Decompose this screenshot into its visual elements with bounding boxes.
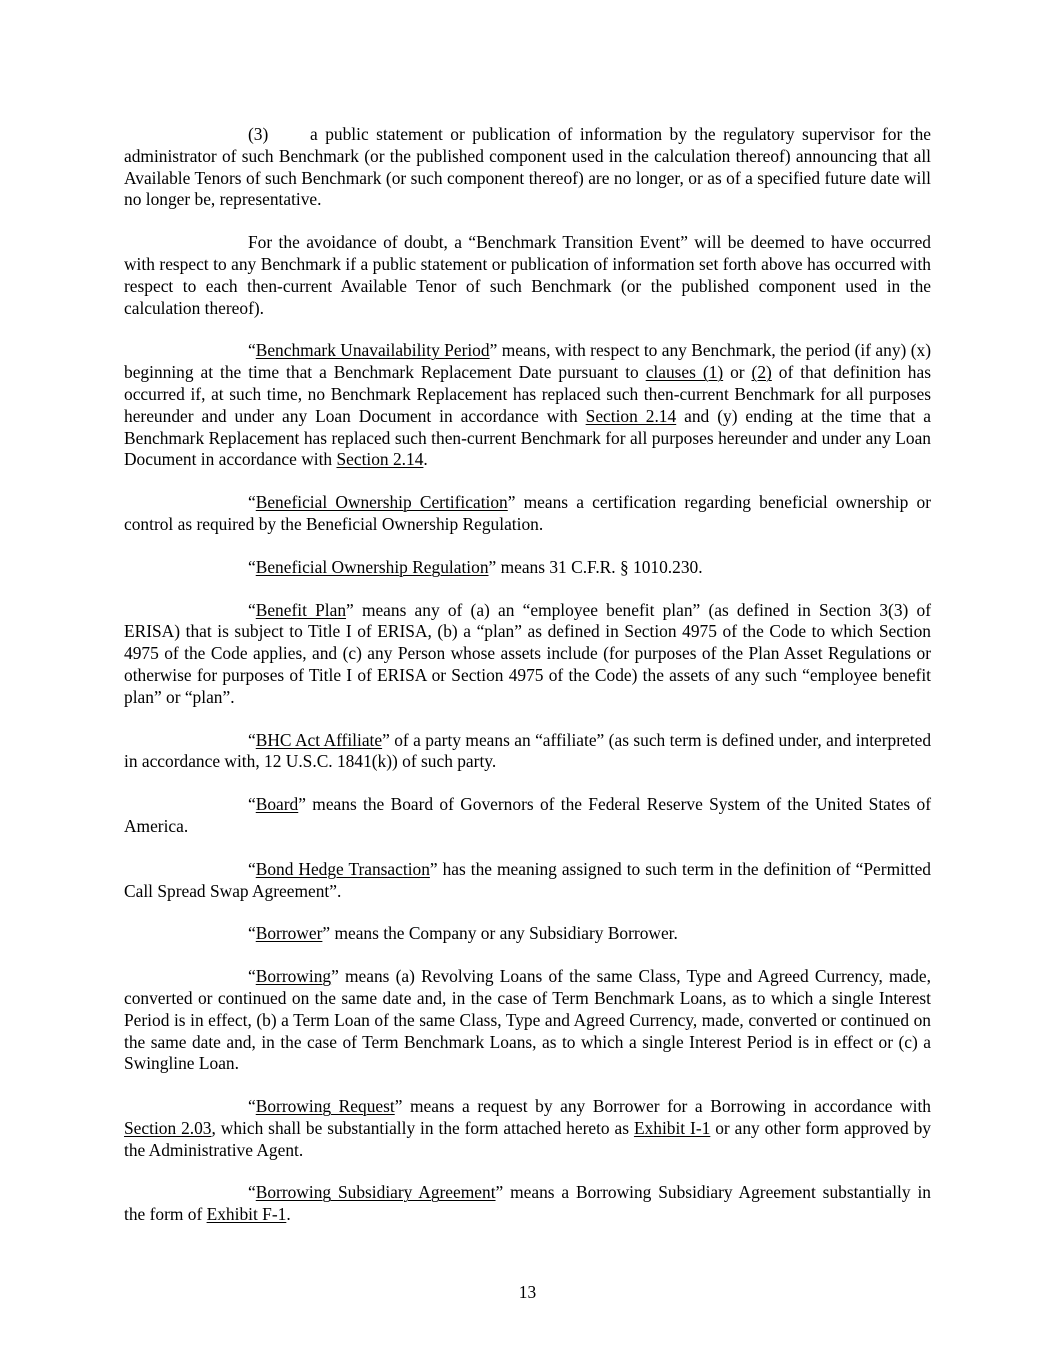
definition-text: and (y) ending at the time that a Benchmark Replacement has replaced such then-current Benchmark for all purposes hereunder and under any Loan Document in accordance with — [124, 405, 931, 470]
defined-term: Borrowing Request — [255, 1096, 395, 1117]
defined-term: Bond Hedge Transaction — [255, 858, 430, 879]
definition-text: ” means 31 C.F.R. § 1010.230. — [488, 556, 703, 577]
open-quote: “ — [248, 966, 256, 987]
definition-text: . — [286, 1204, 291, 1225]
open-quote: “ — [248, 794, 256, 815]
definition-text: ” means the Company or any Subsidiary Borrower. — [322, 923, 678, 944]
definition-text: ” means a Borrowing Subsidiary Agreement substantially in the form of — [124, 1182, 931, 1225]
definition-text: ” means a certification regarding beneficial ownership or control as required by the Beneficial Ownership Regulation. — [124, 492, 931, 534]
definition-beneficial-ownership-regulation — [124, 557, 931, 579]
definition-text: ” means (a) Revolving Loans of the same Class, Type and Agreed Currency, made, converted or continued on the same date and, in the case of Term Benchmark Loans, as to which a single Interest Period is in effect, (b) a Term Loan of the same Class, Type and Agreed Currency, made, converted or continued on the same date and, in the case of Term Benchmark Loans, as to which a single Interest Period is in effect or (c) a Swingline Loan. — [124, 966, 931, 1074]
clauses-1-reference: clauses (1) — [645, 362, 724, 383]
definition-text: or any other form approved by the Administrative Agent. — [124, 1117, 931, 1160]
defined-term: Borrowing — [255, 966, 332, 987]
definition-text: ” means the Board of Governors of the Federal Reserve System of the United States of America. — [124, 794, 931, 836]
open-quote: “ — [248, 729, 256, 750]
page-number: 13 — [518, 1282, 537, 1302]
paragraph-text: For the avoidance of doubt, a “Benchmark Transition Event” will be deemed to have occurred with respect to any Benchmark if a public statement or publication of information set forth above has occurred with respect to each then-current Available Tenor of such Benchmark (or the published component used in the calculation thereof). — [124, 232, 931, 318]
open-quote: “ — [248, 556, 256, 577]
defined-term: Beneficial Ownership Certification — [255, 492, 508, 513]
defined-term: Benchmark Unavailability Period — [255, 340, 490, 361]
defined-term: Borrowing Subsidiary Agreement — [255, 1182, 496, 1203]
open-quote: “ — [248, 923, 256, 944]
definition-board — [124, 794, 931, 838]
definition-text: or — [723, 362, 752, 383]
definition-borrowing — [124, 966, 931, 1075]
section-2-14-reference: Section 2.14 — [336, 449, 424, 470]
definition-text: ” of a party means an “affiliate” (as such term is defined under, and interpreted in accordance with, 12 U.S.C. 1841(k)) of such party. — [124, 729, 932, 772]
clause-3-paragraph — [124, 124, 931, 211]
definition-text: ” means any of (a) an “employee benefit plan” (as defined in Section 3(3) of ERISA) that is subject to Title I of ERISA, (b) a “plan” as defined in Section 4975 of the Code to which Section 4975 of the Code applies, and (c) any Person whose assets include (for purposes of the Plan Asset Regulations or otherwise for purposes of Title I of ERISA or Section 4975 of the Code) the assets of any such “employee benefit plan” or “plan”. — [124, 599, 931, 707]
document-page — [124, 124, 931, 1247]
definition-text: ” has the meaning assigned to such term in the definition of “Permitted Call Spread Swap Agreement”. — [124, 858, 931, 901]
clause-2-reference: (2) — [751, 362, 772, 383]
definition-text: ” means a request by any Borrower for a Borrowing in accordance with — [394, 1096, 932, 1117]
definition-borrower — [124, 923, 931, 945]
definition-benefit-plan — [124, 600, 931, 709]
open-quote: “ — [248, 492, 256, 513]
exhibit-i-1-reference: Exhibit I-1 — [633, 1117, 711, 1138]
definition-bhc-act-affiliate — [124, 730, 931, 774]
definition-benchmark-unavailability-period — [124, 340, 931, 471]
open-quote: “ — [248, 1182, 256, 1203]
avoidance-paragraph — [124, 232, 931, 319]
open-quote: “ — [248, 858, 256, 879]
defined-term: Borrower — [255, 923, 323, 944]
section-2-14-reference: Section 2.14 — [585, 405, 677, 426]
open-quote: “ — [248, 1096, 256, 1117]
definition-text: ” means, with respect to any Benchmark, the period (if any) (x) beginning at the time that a Benchmark Replacement Date pursuant to — [124, 340, 931, 383]
defined-term: Board — [255, 794, 299, 815]
defined-term: BHC Act Affiliate — [255, 729, 383, 750]
open-quote: “ — [248, 599, 256, 620]
definition-text: . — [423, 449, 428, 470]
definition-text: , which shall be substantially in the form attached hereto as — [211, 1117, 634, 1138]
clause-number: (3) — [248, 124, 269, 144]
definition-text: of that definition has occurred if, at such time, no Benchmark Replacement has replaced such then-current Benchmark for all purposes hereunder and under any Loan Document in accordance with — [124, 362, 931, 426]
open-quote: “ — [248, 340, 256, 361]
defined-term: Beneficial Ownership Regulation — [255, 556, 489, 577]
definition-bond-hedge-transaction — [124, 859, 931, 903]
defined-term: Benefit Plan — [255, 599, 347, 620]
definition-borrowing-request — [124, 1096, 931, 1161]
definition-borrowing-subsidiary-agreement — [124, 1182, 931, 1226]
definition-beneficial-ownership-certification — [124, 492, 931, 536]
section-2-03-reference: Section 2.03 — [124, 1117, 212, 1138]
exhibit-f-1-reference: Exhibit F-1 — [206, 1204, 287, 1225]
clause-text: a public statement or publication of information by the regulatory supervisor for the administrator of such Benchmark (or the published component used in the calculation thereof) announcing that all Available Tenors of such Benchmark (or such component thereof) are no longer, or as of a specified future date will no longer be, representative. — [124, 124, 931, 210]
